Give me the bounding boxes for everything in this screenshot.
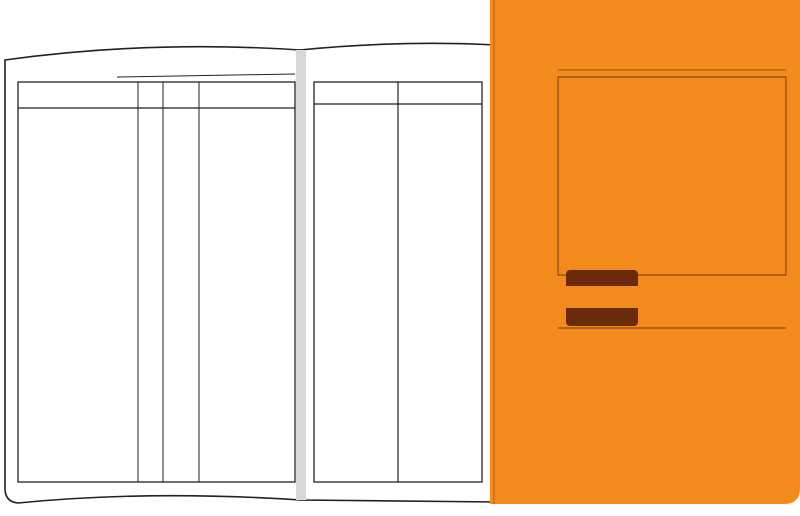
left-page <box>5 47 300 503</box>
booklet-cover <box>490 0 800 504</box>
favorit-logo <box>566 270 638 326</box>
spine-shadow <box>296 50 306 500</box>
